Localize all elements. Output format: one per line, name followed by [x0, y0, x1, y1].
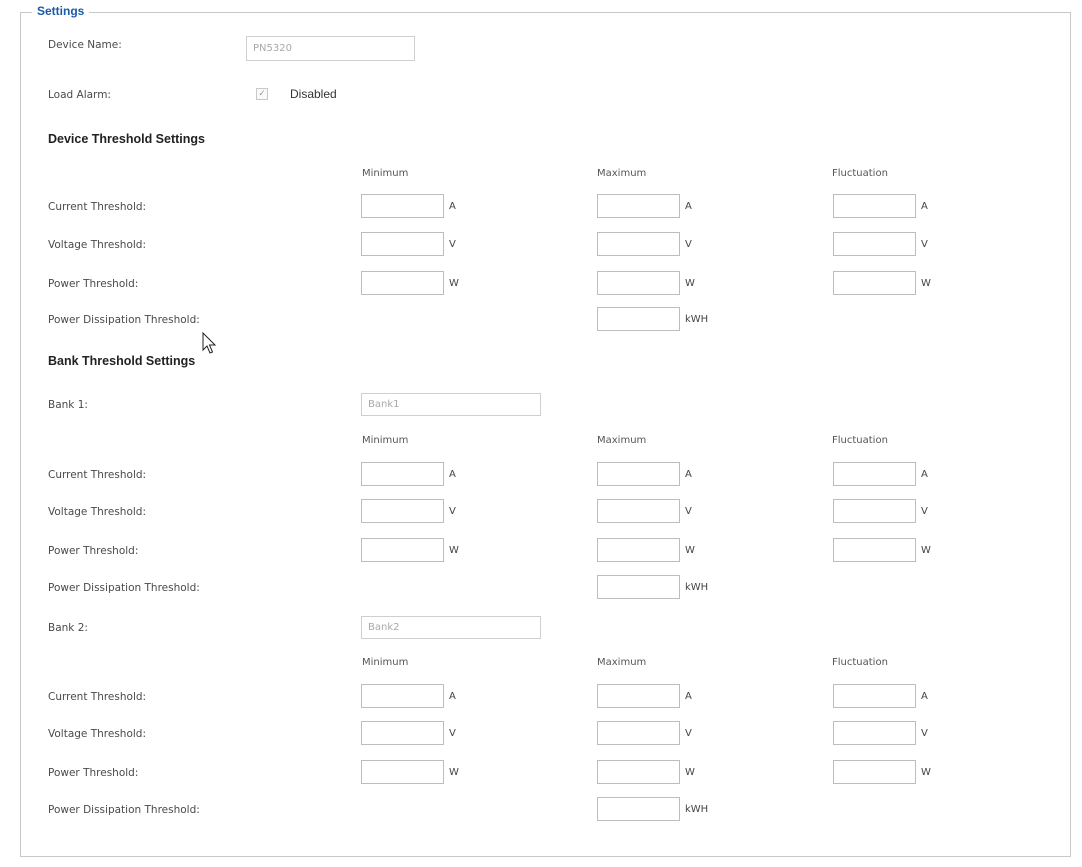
- device-dissipation-label: Power Dissipation Threshold:: [48, 314, 200, 326]
- bank1-power-label: Power Threshold:: [48, 545, 139, 557]
- bank1-voltage-min-input[interactable]: [361, 499, 444, 523]
- device-voltage-max-unit: V: [685, 239, 692, 250]
- bank2-voltage-label: Voltage Threshold:: [48, 728, 147, 740]
- bank2-voltage-max-unit: V: [685, 728, 692, 739]
- device-voltage-max-input[interactable]: [597, 232, 680, 256]
- bank2-power-max-unit: W: [685, 767, 695, 778]
- bank1-power-fluct-input[interactable]: [833, 538, 916, 562]
- bank1-current-min-input[interactable]: [361, 462, 444, 486]
- bank1-col-fluct: Fluctuation: [832, 435, 888, 446]
- bank1-current-max-input[interactable]: [597, 462, 680, 486]
- bank1-voltage-max-input[interactable]: [597, 499, 680, 523]
- device-current-fluct-input[interactable]: [833, 194, 916, 218]
- device-power-min-unit: W: [449, 278, 459, 289]
- device-power-fluct-unit: W: [921, 278, 931, 289]
- bank1-label: Bank 1:: [48, 399, 88, 411]
- bank1-current-min-unit: A: [449, 469, 456, 480]
- bank2-power-fluct-unit: W: [921, 767, 931, 778]
- device-voltage-label: Voltage Threshold:: [48, 239, 147, 251]
- bank2-current-min-input[interactable]: [361, 684, 444, 708]
- bank2-name-input[interactable]: [361, 616, 541, 639]
- bank1-dissipation-input[interactable]: [597, 575, 680, 599]
- device-col-max: Maximum: [597, 168, 647, 179]
- bank2-voltage-fluct-unit: V: [921, 728, 928, 739]
- bank1-voltage-min-unit: V: [449, 506, 456, 517]
- device-current-label: Current Threshold:: [48, 201, 147, 213]
- device-col-fluct: Fluctuation: [832, 168, 888, 179]
- bank1-col-max: Maximum: [597, 435, 647, 446]
- device-voltage-fluct-unit: V: [921, 239, 928, 250]
- device-voltage-min-unit: V: [449, 239, 456, 250]
- bank2-dissipation-label: Power Dissipation Threshold:: [48, 804, 200, 816]
- bank1-current-label: Current Threshold:: [48, 469, 147, 481]
- bank1-voltage-label: Voltage Threshold:: [48, 506, 147, 518]
- device-power-fluct-input[interactable]: [833, 271, 916, 295]
- bank2-current-max-input[interactable]: [597, 684, 680, 708]
- bank1-dissipation-unit: kWH: [685, 582, 709, 593]
- bank1-current-fluct-unit: A: [921, 469, 928, 480]
- device-current-min-input[interactable]: [361, 194, 444, 218]
- settings-legend: Settings: [32, 4, 89, 18]
- bank2-power-label: Power Threshold:: [48, 767, 139, 779]
- bank2-voltage-fluct-input[interactable]: [833, 721, 916, 745]
- device-name-input[interactable]: [246, 36, 415, 61]
- device-voltage-min-input[interactable]: [361, 232, 444, 256]
- bank2-power-min-unit: W: [449, 767, 459, 778]
- device-col-min: Minimum: [362, 168, 409, 179]
- device-power-max-unit: W: [685, 278, 695, 289]
- bank2-power-min-input[interactable]: [361, 760, 444, 784]
- bank2-power-fluct-input[interactable]: [833, 760, 916, 784]
- bank2-current-fluct-input[interactable]: [833, 684, 916, 708]
- device-name-label: Device Name:: [48, 39, 122, 51]
- bank2-voltage-max-input[interactable]: [597, 721, 680, 745]
- device-power-min-input[interactable]: [361, 271, 444, 295]
- bank2-col-max: Maximum: [597, 657, 647, 668]
- bank2-dissipation-unit: kWH: [685, 804, 709, 815]
- bank1-current-fluct-input[interactable]: [833, 462, 916, 486]
- device-threshold-heading: Device Threshold Settings: [48, 132, 205, 146]
- load-alarm-status: Disabled: [290, 87, 337, 101]
- load-alarm-checkbox[interactable]: [256, 88, 268, 100]
- bank1-current-max-unit: A: [685, 469, 692, 480]
- device-current-min-unit: A: [449, 201, 456, 212]
- bank2-label: Bank 2:: [48, 622, 88, 634]
- bank2-col-fluct: Fluctuation: [832, 657, 888, 668]
- bank1-power-max-unit: W: [685, 545, 695, 556]
- mouse-pointer-icon: [202, 332, 218, 356]
- bank1-power-min-input[interactable]: [361, 538, 444, 562]
- checkmark-icon: ✓: [258, 89, 266, 99]
- bank2-current-label: Current Threshold:: [48, 691, 147, 703]
- bank2-voltage-min-unit: V: [449, 728, 456, 739]
- bank1-col-min: Minimum: [362, 435, 409, 446]
- bank-threshold-heading: Bank Threshold Settings: [48, 354, 196, 368]
- device-current-max-input[interactable]: [597, 194, 680, 218]
- bank1-voltage-fluct-input[interactable]: [833, 499, 916, 523]
- bank2-current-fluct-unit: A: [921, 691, 928, 702]
- bank1-voltage-fluct-unit: V: [921, 506, 928, 517]
- bank1-dissipation-label: Power Dissipation Threshold:: [48, 582, 200, 594]
- bank2-col-min: Minimum: [362, 657, 409, 668]
- bank1-power-fluct-unit: W: [921, 545, 931, 556]
- bank1-voltage-max-unit: V: [685, 506, 692, 517]
- device-dissipation-input[interactable]: [597, 307, 680, 331]
- load-alarm-label: Load Alarm:: [48, 89, 111, 101]
- device-voltage-fluct-input[interactable]: [833, 232, 916, 256]
- device-power-max-input[interactable]: [597, 271, 680, 295]
- device-power-label: Power Threshold:: [48, 278, 139, 290]
- bank2-current-max-unit: A: [685, 691, 692, 702]
- bank1-power-min-unit: W: [449, 545, 459, 556]
- bank2-power-max-input[interactable]: [597, 760, 680, 784]
- bank2-current-min-unit: A: [449, 691, 456, 702]
- device-dissipation-unit: kWH: [685, 314, 709, 325]
- device-current-max-unit: A: [685, 201, 692, 212]
- bank1-name-input[interactable]: [361, 393, 541, 416]
- bank1-power-max-input[interactable]: [597, 538, 680, 562]
- bank2-dissipation-input[interactable]: [597, 797, 680, 821]
- device-current-fluct-unit: A: [921, 201, 928, 212]
- bank2-voltage-min-input[interactable]: [361, 721, 444, 745]
